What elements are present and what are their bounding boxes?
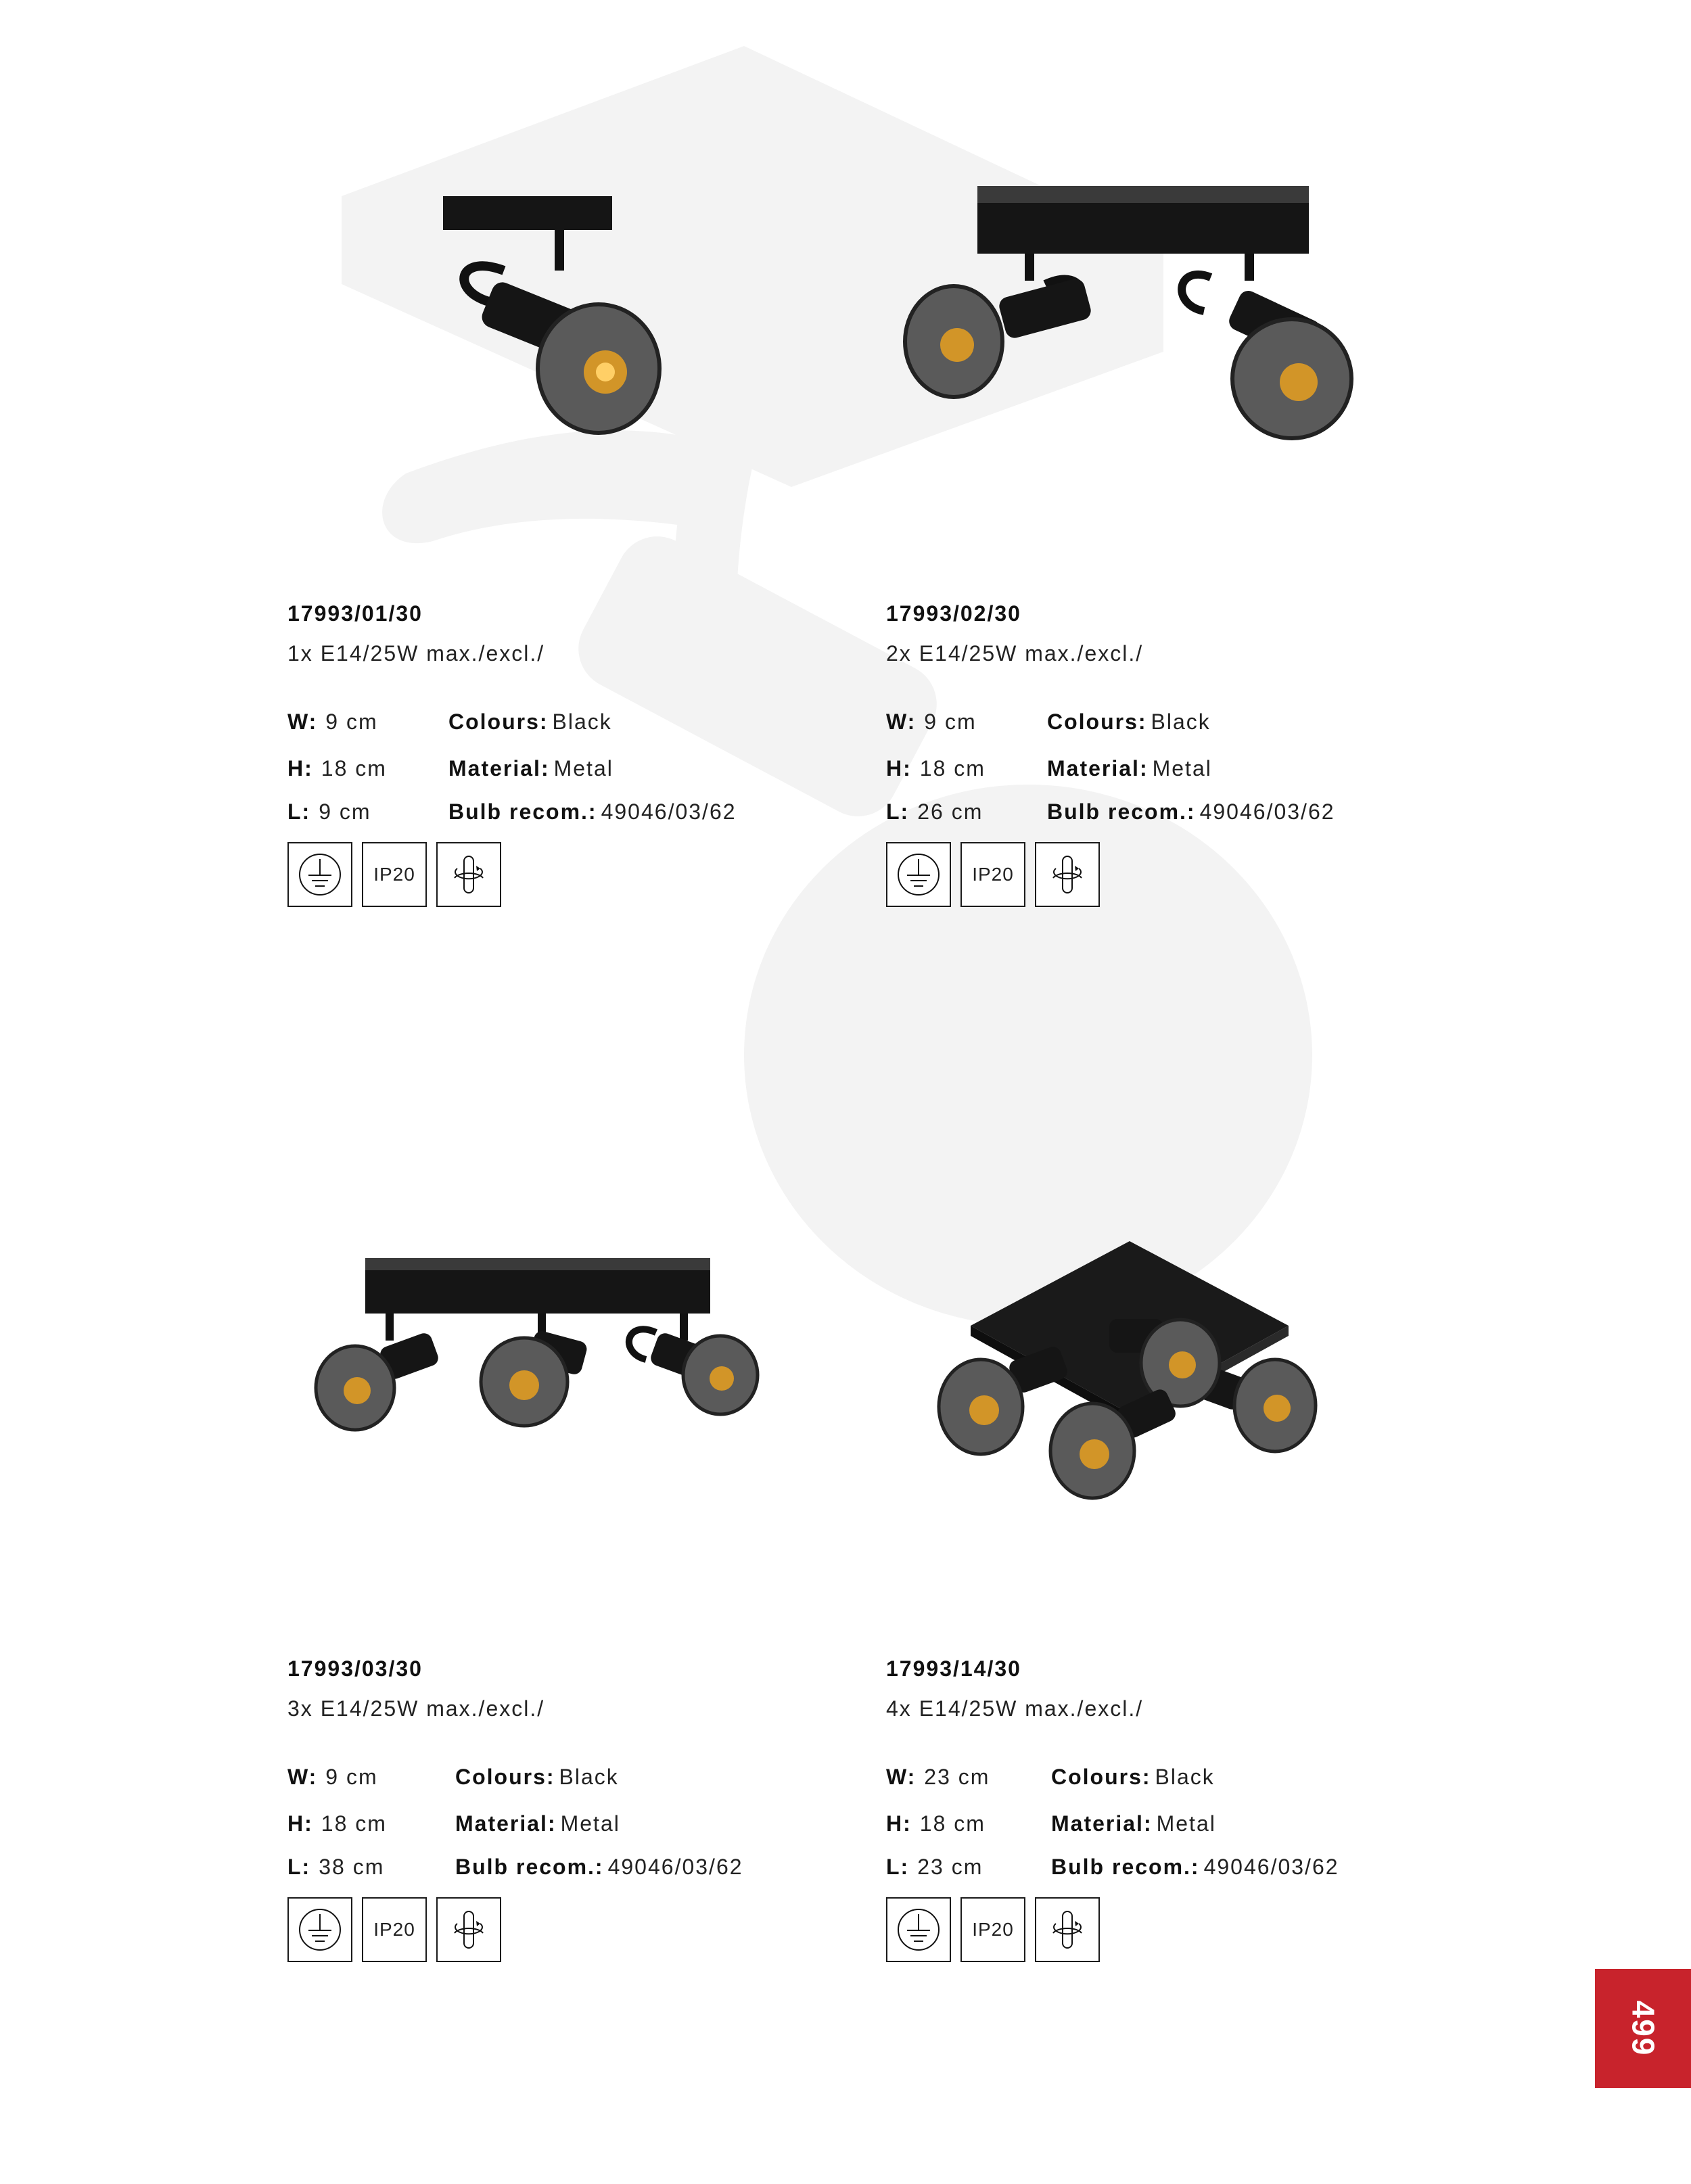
height-value: 18 cm — [919, 756, 986, 781]
length-value: 38 cm — [319, 1855, 385, 1879]
colours-value: Black — [1151, 710, 1211, 734]
length-value: 26 cm — [917, 799, 983, 824]
ip-rating-text: IP20 — [972, 864, 1014, 885]
material-value: Metal — [553, 756, 613, 781]
earth-ground-icon — [886, 842, 951, 907]
colours-spec — [1047, 710, 1211, 735]
height-label: H: — [886, 1811, 912, 1836]
product-code: 17993/01/30 — [287, 601, 423, 626]
colours-label: Colours: — [455, 1765, 555, 1789]
height-spec — [287, 1811, 387, 1836]
ip-rating-text: IP20 — [972, 1919, 1014, 1940]
colours-value: Black — [559, 1765, 619, 1789]
feature-icons — [886, 1897, 1100, 1962]
length-value: 23 cm — [917, 1855, 983, 1879]
height-value: 18 cm — [321, 756, 387, 781]
width-spec — [886, 710, 977, 735]
bulb-recom-value: 49046/03/62 — [607, 1855, 743, 1879]
page-number: 499 — [1625, 2000, 1661, 2057]
material-spec — [1051, 1811, 1216, 1836]
colours-label: Colours: — [1051, 1765, 1151, 1789]
length-label: L: — [287, 1855, 311, 1879]
material-value: Metal — [560, 1811, 620, 1836]
colours-label: Colours: — [1047, 710, 1147, 734]
material-spec — [455, 1811, 620, 1836]
ip-rating-badge — [362, 1897, 427, 1962]
length-spec — [886, 1855, 983, 1880]
ip-rating-text: IP20 — [373, 1919, 415, 1940]
width-value: 9 cm — [325, 710, 378, 734]
product-photo-double-spot — [886, 135, 1468, 514]
product-code: 17993/14/30 — [886, 1656, 1021, 1681]
bulb-recom-spec — [448, 799, 737, 824]
height-spec — [287, 756, 387, 781]
bulb-recom-value: 49046/03/62 — [1203, 1855, 1339, 1879]
bulb-spec: 2x E14/25W max./excl./ — [886, 641, 1144, 666]
width-label: W: — [287, 710, 318, 734]
product-photo-single-spot — [287, 135, 869, 514]
material-label: Material: — [455, 1811, 557, 1836]
bulb-spec: 3x E14/25W max./excl./ — [287, 1696, 545, 1721]
width-spec — [287, 710, 378, 735]
earth-ground-icon — [287, 1897, 352, 1962]
bulb-recom-spec — [455, 1855, 743, 1880]
product-photo-quad-spot — [886, 1190, 1468, 1569]
feature-icons — [287, 842, 501, 907]
page-number-tab — [1595, 1969, 1691, 2088]
material-label: Material: — [1051, 1811, 1153, 1836]
adjustable-rotate-icon — [436, 1897, 501, 1962]
material-value: Metal — [1156, 1811, 1216, 1836]
length-spec — [287, 799, 371, 824]
bulb-recom-label: Bulb recom.: — [1047, 799, 1196, 824]
earth-ground-icon — [287, 842, 352, 907]
width-value: 9 cm — [325, 1765, 378, 1789]
material-label: Material: — [448, 756, 550, 781]
bulb-spec: 1x E14/25W max./excl./ — [287, 641, 545, 666]
length-label: L: — [886, 799, 910, 824]
earth-ground-icon — [886, 1897, 951, 1962]
width-value: 9 cm — [924, 710, 977, 734]
feature-icons — [287, 1897, 501, 1962]
material-spec — [448, 756, 613, 781]
height-label: H: — [886, 756, 912, 781]
length-spec — [886, 799, 983, 824]
width-spec — [287, 1765, 378, 1790]
ip-rating-badge — [960, 842, 1025, 907]
length-label: L: — [287, 799, 311, 824]
adjustable-rotate-icon — [1035, 842, 1100, 907]
bulb-recom-label: Bulb recom.: — [455, 1855, 604, 1879]
product-code: 17993/03/30 — [287, 1656, 423, 1681]
width-label: W: — [287, 1765, 318, 1789]
colours-spec — [448, 710, 612, 735]
height-value: 18 cm — [321, 1811, 387, 1836]
width-value: 23 cm — [924, 1765, 990, 1789]
material-label: Material: — [1047, 756, 1149, 781]
bulb-recom-spec — [1051, 1855, 1339, 1880]
material-value: Metal — [1152, 756, 1212, 781]
width-label: W: — [886, 1765, 917, 1789]
length-value: 9 cm — [319, 799, 371, 824]
colours-spec — [455, 1765, 619, 1790]
width-spec — [886, 1765, 990, 1790]
colours-label: Colours: — [448, 710, 549, 734]
height-spec — [886, 756, 986, 781]
width-label: W: — [886, 710, 917, 734]
product-photo-triple-spot — [287, 1190, 869, 1569]
product-code: 17993/02/30 — [886, 601, 1021, 626]
height-label: H: — [287, 1811, 313, 1836]
bulb-recom-label: Bulb recom.: — [1051, 1855, 1200, 1879]
adjustable-rotate-icon — [1035, 1897, 1100, 1962]
colours-spec — [1051, 1765, 1215, 1790]
length-spec — [287, 1855, 384, 1880]
material-spec — [1047, 756, 1212, 781]
height-value: 18 cm — [919, 1811, 986, 1836]
height-spec — [886, 1811, 986, 1836]
ip-rating-badge — [362, 842, 427, 907]
length-label: L: — [886, 1855, 910, 1879]
colours-value: Black — [552, 710, 612, 734]
bulb-recom-value: 49046/03/62 — [1199, 799, 1335, 824]
bulb-recom-spec — [1047, 799, 1335, 824]
ip-rating-text: IP20 — [373, 864, 415, 885]
colours-value: Black — [1155, 1765, 1215, 1789]
bulb-spec: 4x E14/25W max./excl./ — [886, 1696, 1144, 1721]
height-label: H: — [287, 756, 313, 781]
adjustable-rotate-icon — [436, 842, 501, 907]
feature-icons — [886, 842, 1100, 907]
bulb-recom-label: Bulb recom.: — [448, 799, 597, 824]
ip-rating-badge — [960, 1897, 1025, 1962]
bulb-recom-value: 49046/03/62 — [601, 799, 737, 824]
